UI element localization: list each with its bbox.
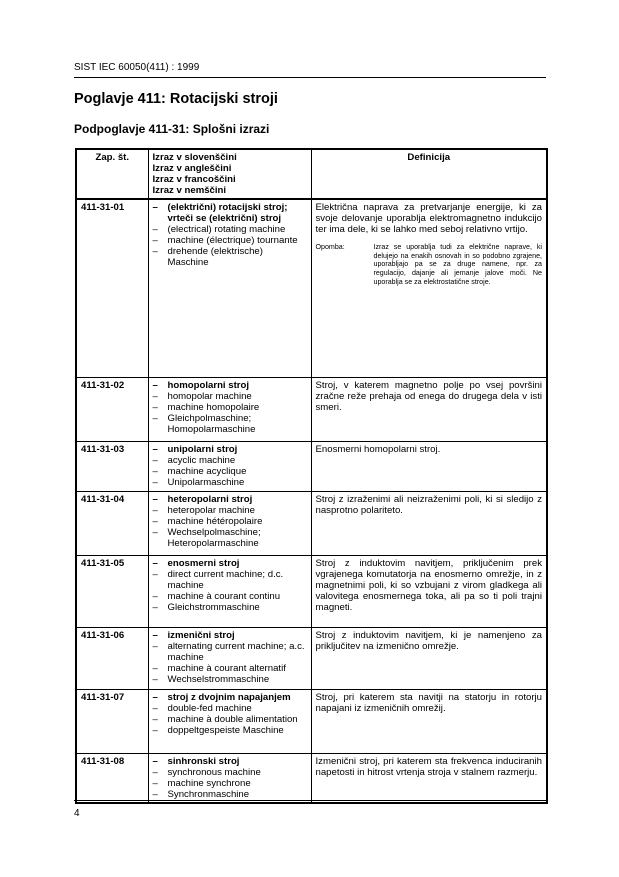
definition-note (316, 243, 543, 287)
entry-number: 411-31-04 (76, 491, 148, 555)
entry-number: 411-31-06 (76, 627, 148, 689)
entry-definition: Stroj z induktovim navitjem, priključenim prek vgrajenega komutatorja na enosmerno omrežje, in z magnetnimi poli, ki so vzbujani z virom gladkega ali valovitega enosmernega toka, ali pa so ti poli trajni magneti. (311, 555, 547, 627)
entry-number: 411-31-07 (76, 689, 148, 753)
term-en: – acyclic machine (153, 455, 307, 466)
column-header-term-de: Izraz v nemščini (152, 185, 227, 196)
chapter-title: Poglavje 411: Rotacijski stroji (74, 91, 278, 107)
note-text: Izraz se uporablja tudi za električne naprave, ki delujejo na enakih osnovah in so podobno zgrajene, uporabljajo pa se za druge namene, npr. za regulacijo, dajanje ali jemanje jalove moči. Ne uporablja se za elektrostatične stroje. (373, 243, 542, 286)
term-sl: – unipolarni stroj (153, 444, 307, 455)
table-row (76, 627, 547, 689)
entry-terms (148, 753, 311, 803)
header-rule (74, 77, 546, 78)
term-de: – Unipolarmaschine (153, 477, 307, 488)
subchapter-title: Podpoglavje 411-31: Splošni izrazi (74, 122, 270, 136)
definition-text: Električna naprava za pretvarjanje energije, ki za svoje delovanje uporablja elektromagnetno indukcijo ter ima dele, ki se lahko med seboj relativno vrtijo. (315, 202, 542, 235)
table-row (76, 199, 547, 377)
term-en: – homopolar machine (153, 391, 307, 402)
term-fr: – machine à courant alternatif (153, 663, 307, 674)
column-header-number: Zap. št. (76, 149, 148, 199)
entry-number: 411-31-03 (76, 441, 148, 491)
table-header-row (76, 149, 547, 199)
footer-rule (74, 800, 546, 801)
term-sl: – stroj z dvojnim napajanjem (153, 692, 307, 703)
column-header-terms (148, 149, 311, 199)
term-sl: – sinhronski stroj (153, 756, 307, 767)
term-fr: – machine (électrique) tournante (153, 235, 307, 246)
entry-number: 411-31-02 (76, 377, 148, 441)
term-en: – heteropolar machine (153, 505, 307, 516)
document-id: SIST IEC 60050(411) : 1999 (74, 62, 200, 73)
term-de: – Wechselpolmaschine; Heteropolarmaschine (153, 527, 307, 549)
entry-number: 411-31-05 (76, 555, 148, 627)
term-en: – (electrical) rotating machine (153, 224, 307, 235)
entry-terms (148, 555, 311, 627)
entry-definition: Stroj, v katerem magnetno polje po vsej površini zračne reže prehaja od enega do drugega dela v isti smeri. (311, 377, 547, 441)
entry-number: 411-31-01 (76, 199, 148, 377)
entry-terms (148, 689, 311, 753)
term-de: – Synchronmaschine (153, 789, 307, 800)
term-en: – double-fed machine (153, 703, 307, 714)
entry-definition: Stroj z izraženimi ali neizraženimi poli, ki si sledijo z nasprotno polariteto. (311, 491, 547, 555)
entry-terms (148, 627, 311, 689)
term-de: – Wechselstrommaschine (153, 674, 307, 685)
term-de: – drehende (elektrische) Maschine (153, 246, 307, 268)
term-sl: – heteropolarni stroj (153, 494, 307, 505)
table-row (76, 753, 547, 803)
table-row (76, 377, 547, 441)
entry-number: 411-31-08 (76, 753, 148, 803)
term-sl: – homopolarni stroj (153, 380, 307, 391)
term-sl: – enosmerni stroj (153, 558, 307, 569)
term-fr: – machine à courant continu (153, 591, 307, 602)
column-header-term-en: Izraz v angleščini (152, 163, 232, 174)
column-header-definition: Definicija (311, 149, 547, 199)
term-de: – Gleichstrommaschine (153, 602, 307, 613)
table-row (76, 441, 547, 491)
entry-definition: Izmenični stroj, pri katerem sta frekvenca induciranih napetosti in hitrost vrtenja stroja v stalnem razmerju. (311, 753, 547, 803)
term-fr: – machine à double alimentation (153, 714, 307, 725)
entry-definition: Stroj, pri katerem sta navitji na statorju in rotorju napajani iz izmeničnih omrežij. (311, 689, 547, 753)
term-fr: – machine homopolaire (153, 402, 307, 413)
page-number: 4 (74, 808, 80, 819)
term-de: – doppeltgespeiste Maschine (153, 725, 307, 736)
term-sl: – (električni) rotacijski stroj; vrteči se (električni) stroj (153, 202, 307, 224)
table-row (76, 689, 547, 753)
column-header-term-sl: Izraz v slovenščini (152, 152, 237, 163)
entry-definition (311, 199, 547, 377)
entry-terms (148, 441, 311, 491)
terms-table (75, 148, 548, 804)
term-fr: – machine acyclique (153, 466, 307, 477)
term-fr: – machine synchrone (153, 778, 307, 789)
term-fr: – machine hétéropolaire (153, 516, 307, 527)
term-en: – synchronous machine (153, 767, 307, 778)
entry-terms (148, 491, 311, 555)
note-label: Opomba: (315, 243, 345, 251)
term-en: – direct current machine; d.c. machine (153, 569, 307, 591)
term-de: – Gleichpolmaschine; Homopolarmaschine (153, 413, 307, 435)
entry-terms (148, 199, 311, 377)
table-row (76, 555, 547, 627)
term-sl: – izmenični stroj (153, 630, 307, 641)
entry-definition: Stroj z induktovim navitjem, ki je namenjeno za priključitev na izmenično omrežje. (311, 627, 547, 689)
entry-definition: Enosmerni homopolarni stroj. (311, 441, 547, 491)
column-header-term-fr: Izraz v francoščini (152, 174, 236, 185)
term-en: – alternating current machine; a.c. machine (153, 641, 307, 663)
table-row (76, 491, 547, 555)
entry-terms (148, 377, 311, 441)
